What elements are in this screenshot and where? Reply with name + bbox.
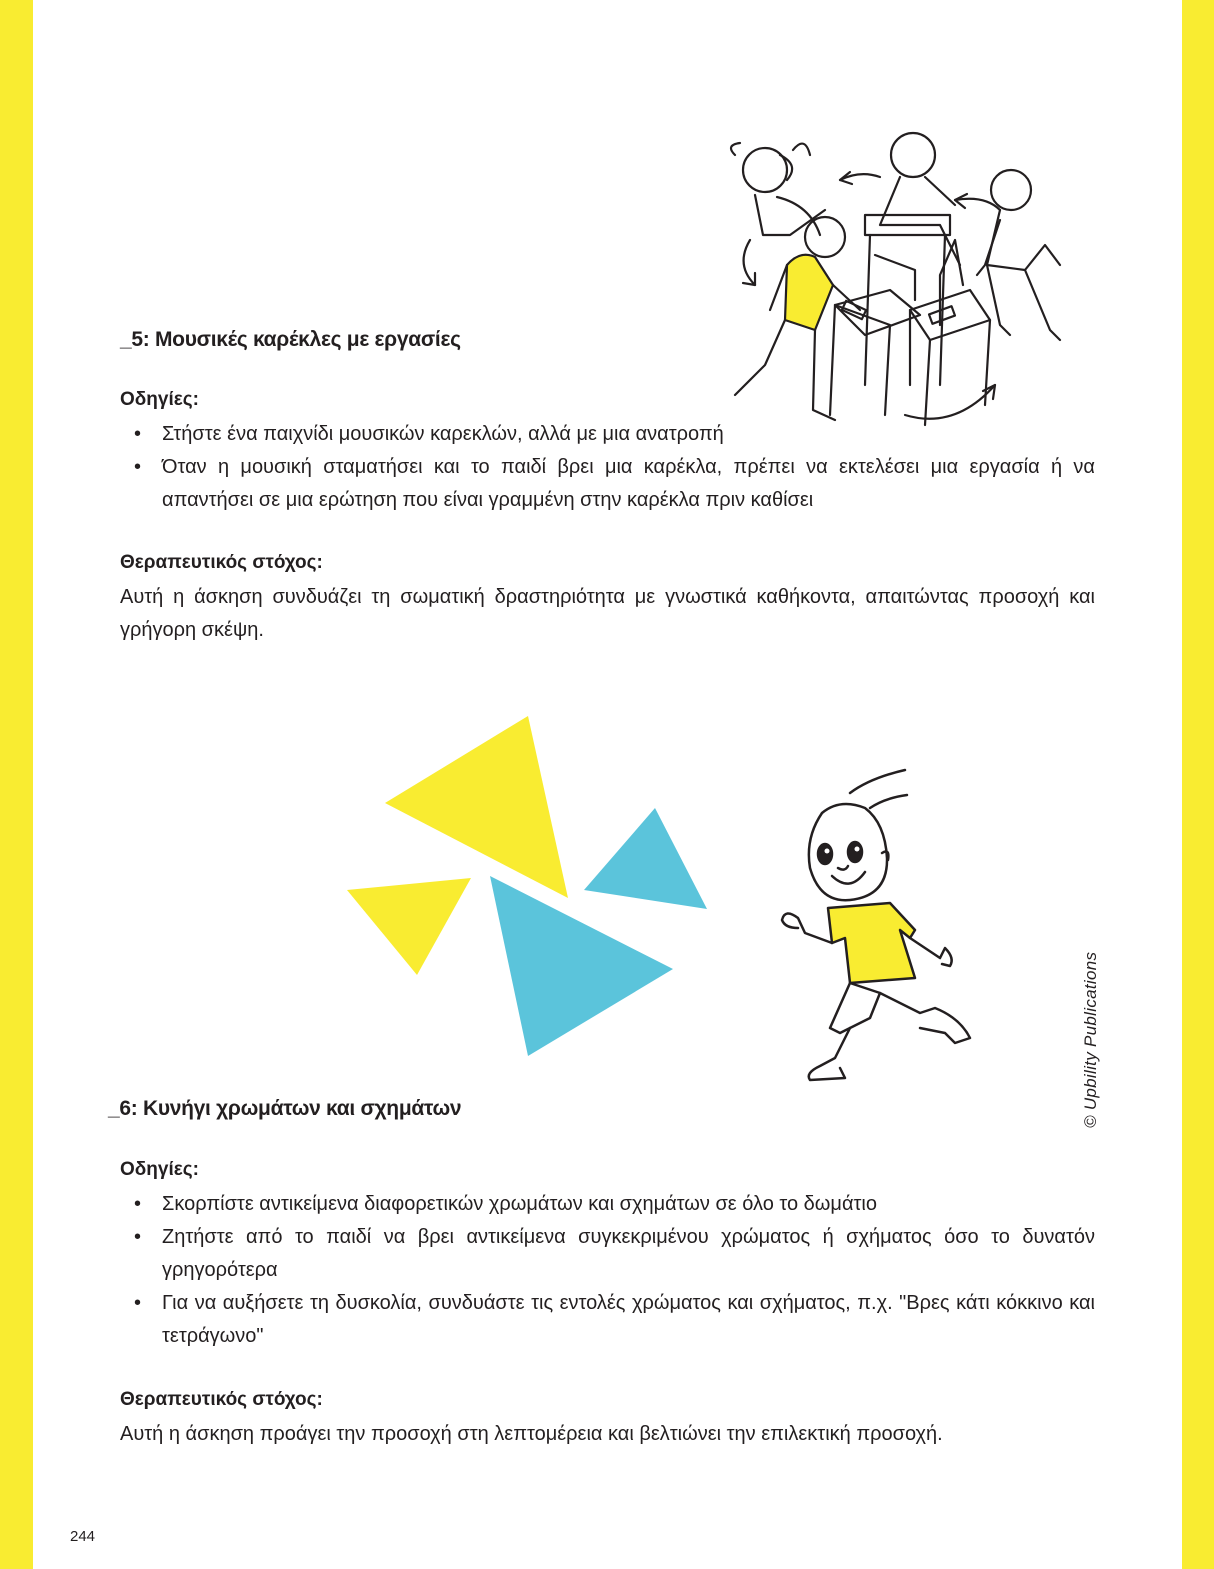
yellow-triangle-small [347,878,471,975]
copyright-notice: © Upbility Publications [1081,951,1100,1128]
section5-goal-text: Αυτή η άσκηση συνδυάζει τη σωματική δραστηριότητα με γνωστικά καθήκοντα, απαιτώντας προσοχή και γρήγορη σκέψη. [120,586,1095,641]
list-item: • Όταν η μουσική σταματήσει και το παιδί βρει μια καρέκλα, πρέπει να εκτελέσει μια εργασία ή να απαντήσει σε μια ερώτηση που είναι γραμμένη στην καρέκλα πριν καθίσει [120,451,1095,517]
section6-goal-text: Αυτή η άσκηση προάγει την προσοχή στη λεπτομέρεια και βελτιώνει την επιλεκτική προσοχή. [120,1423,943,1445]
section5-goal-label: Θεραπευτικός στόχος: [120,552,323,573]
page-number: 244 [70,1528,96,1545]
list-item: • Ζητήστε από το παιδί να βρει αντικείμενα συγκεκριμένου χρώματος ή σχήματος όσο το δυνατόν γρηγορότερα [120,1221,1095,1287]
left-yellow-border [0,0,33,1569]
section6-title: _6: Κυνήγι χρωμάτων και σχημάτων [108,1097,462,1120]
section6-instructions-label: Οδηγίες: [120,1159,199,1180]
triangles-illustration [345,713,715,1058]
section6-goal-label: Θεραπευτικός στόχος: [120,1389,323,1410]
right-yellow-border [1182,0,1214,1569]
list-item: • Στήστε ένα παιχνίδι μουσικών καρεκλών, αλλά με μια ανατροπή [120,418,1095,451]
section5-instructions-label: Οδηγίες: [120,389,199,410]
section6-instructions-list [120,1188,1095,1353]
musical-chairs-illustration [715,125,1115,445]
section5-title: _5: Μουσικές καρέκλες με εργασίες [120,328,461,351]
yellow-triangle-large [385,716,568,898]
blue-triangle-small [584,808,707,909]
section5-instructions-list [120,418,1095,517]
list-item: • Σκορπίστε αντικείμενα διαφορετικών χρωμάτων και σχημάτων σε όλο το δωμάτιο [120,1188,1095,1221]
list-item: • Για να αυξήσετε τη δυσκολία, συνδυάστε τις εντολές χρώματος και σχήματος, π.χ. "Βρες κάτι κόκκινο και τετράγωνο" [120,1287,1095,1353]
running-child-illustration [770,768,990,1088]
blue-triangle-large [490,876,673,1056]
